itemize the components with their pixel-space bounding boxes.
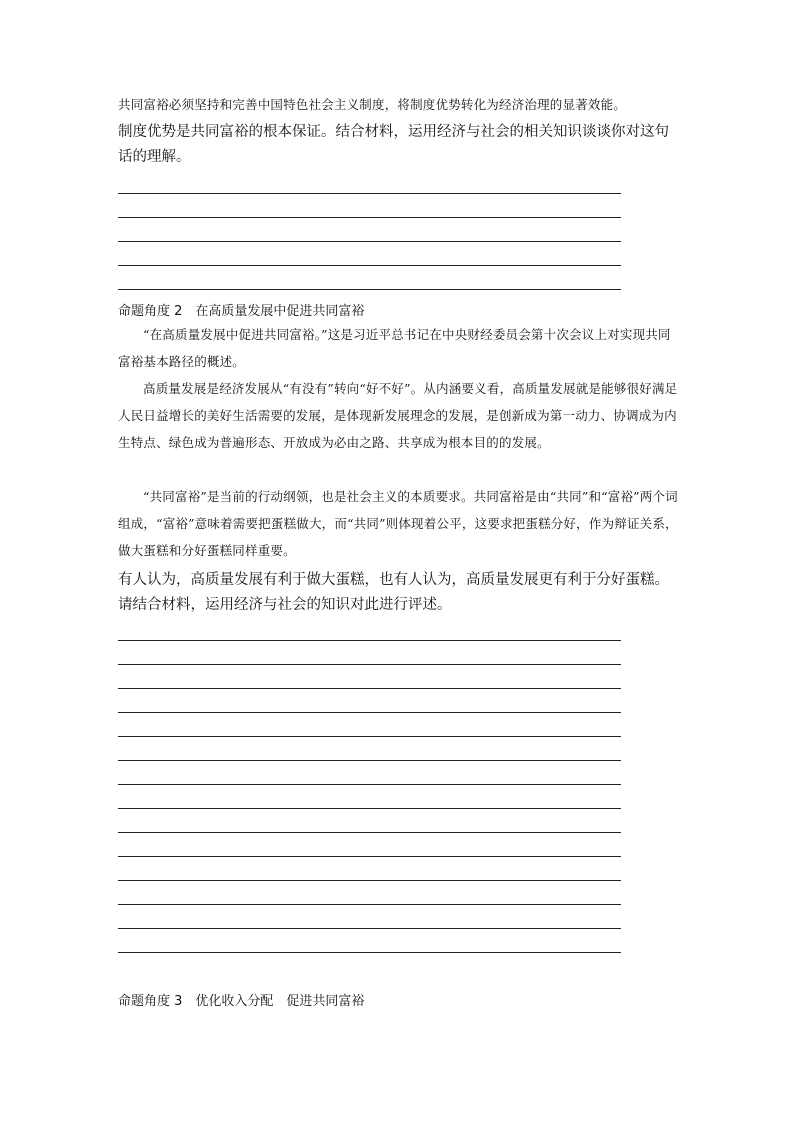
- answer-line[interactable]: [118, 241, 621, 242]
- answer-line[interactable]: [118, 265, 621, 266]
- question-1-text: 制度优势是共同富裕的根本保证。结合材料，运用经济与社会的相关知识谈谈你对这句话的理解。: [118, 124, 669, 165]
- answer-line[interactable]: [118, 784, 621, 785]
- answer-line[interactable]: [118, 952, 621, 953]
- answer-line[interactable]: [118, 688, 621, 689]
- answer-line[interactable]: [118, 760, 621, 761]
- answer-line[interactable]: [118, 712, 621, 713]
- material-paragraph-1: “在高质量发展中促进共同富裕。”这是习近平总书记在中央财经委员会第十次会议上对实现共同富裕基本路径的概述。: [118, 327, 671, 369]
- answer-line[interactable]: [118, 640, 621, 641]
- answer-line[interactable]: [118, 880, 621, 881]
- material-tail-text: 共同富裕必须坚持和完善中国特色社会主义制度，将制度优势转化为经济治理的显著效能。: [118, 97, 627, 112]
- answer-line[interactable]: [118, 289, 621, 290]
- answer-line[interactable]: [118, 664, 621, 665]
- answer-line[interactable]: [118, 928, 621, 929]
- section-3-heading: 命题角度 3 优化收入分配 促进共同富裕: [118, 994, 365, 1009]
- material-paragraph-3: “共同富裕”是当前的行动纲领，也是社会主义的本质要求。共同富裕是由“共同”和“富裕”两个词组成，“富裕”意味着需要把蛋糕做大，而“共同”则体现着公平，这要求把蛋糕分好，作为辩证关系，做大蛋糕和分好蛋糕同样重要。: [118, 489, 678, 558]
- answer-line[interactable]: [118, 193, 621, 194]
- answer-line[interactable]: [118, 832, 621, 833]
- answer-line[interactable]: [118, 736, 621, 737]
- question-2-text: 有人认为，高质量发展有利于做大蛋糕，也有人认为，高质量发展更有利于分好蛋糕。请结合材料，运用经济与社会的知识对此进行评述。: [118, 572, 669, 613]
- answer-line[interactable]: [118, 904, 621, 905]
- answer-line[interactable]: [118, 856, 621, 857]
- answer-line[interactable]: [118, 217, 621, 218]
- answer-line[interactable]: [118, 808, 621, 809]
- section-2-heading: 命题角度 2 在高质量发展中促进共同富裕: [118, 304, 365, 319]
- material-paragraph-2: 高质量发展是经济发展从“有没有”转向“好不好”。从内涵要义看，高质量发展就是能够很好满足人民日益增长的美好生活需要的发展，是体现新发展理念的发展，是创新成为第一动力、协调成为内生特点、绿色成为普遍形态、开放成为必由之路、共享成为根本目的的发展。: [118, 381, 678, 450]
